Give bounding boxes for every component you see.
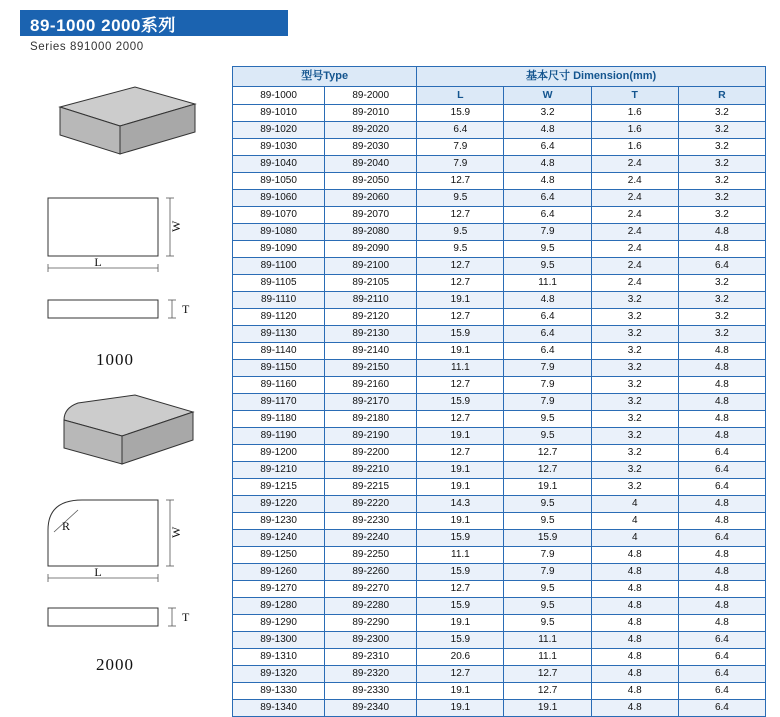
cell-r: 4.8 [678, 496, 765, 513]
figure-caption-1000: 1000 [96, 350, 134, 369]
cell-w: 4.8 [504, 173, 591, 190]
table-row [233, 292, 766, 309]
label-w-bottom: W [169, 526, 183, 538]
label-w-top: W [169, 220, 183, 232]
cell-type-1000: 89-1340 [233, 700, 325, 717]
table-row [233, 173, 766, 190]
cell-type-1000: 89-1220 [233, 496, 325, 513]
cell-type-1000: 89-1190 [233, 428, 325, 445]
table-row [233, 326, 766, 343]
header-col-r: R [678, 87, 765, 105]
cell-r: 6.4 [678, 445, 765, 462]
cell-t: 4.8 [591, 547, 678, 564]
cell-t: 4.8 [591, 632, 678, 649]
cell-type-2000: 89-2250 [325, 547, 417, 564]
cell-r: 3.2 [678, 292, 765, 309]
figure-2000-plan-view [20, 492, 220, 592]
table-row [233, 190, 766, 207]
cell-l: 19.1 [417, 428, 504, 445]
cell-type-2000: 89-2290 [325, 615, 417, 632]
cell-w: 19.1 [504, 479, 591, 496]
cell-r: 6.4 [678, 530, 765, 547]
cell-w: 7.9 [504, 360, 591, 377]
cell-w: 9.5 [504, 513, 591, 530]
cell-w: 12.7 [504, 445, 591, 462]
cell-r: 6.4 [678, 479, 765, 496]
cell-type-1000: 89-1290 [233, 615, 325, 632]
cell-l: 9.5 [417, 224, 504, 241]
cell-w: 6.4 [504, 326, 591, 343]
spec-table-head [233, 67, 766, 105]
cell-l: 12.7 [417, 207, 504, 224]
cell-type-2000: 89-2010 [325, 105, 417, 122]
cell-l: 19.1 [417, 700, 504, 717]
cell-w: 6.4 [504, 190, 591, 207]
cell-type-1000: 89-1080 [233, 224, 325, 241]
table-row [233, 156, 766, 173]
header-row-first-models [233, 87, 766, 105]
table-row [233, 462, 766, 479]
figure-1000-side-view [20, 284, 220, 339]
cell-t: 4.8 [591, 598, 678, 615]
cell-w: 4.8 [504, 156, 591, 173]
cell-type-1000: 89-1060 [233, 190, 325, 207]
cell-t: 4.8 [591, 581, 678, 598]
cell-l: 19.1 [417, 615, 504, 632]
cell-l: 15.9 [417, 632, 504, 649]
cell-w: 9.5 [504, 241, 591, 258]
cell-w: 12.7 [504, 462, 591, 479]
label-t-top: T [182, 302, 190, 316]
cell-w: 6.4 [504, 139, 591, 156]
table-row [233, 683, 766, 700]
page-subtitle: Series 891000 2000 [30, 41, 144, 53]
cell-type-1000: 89-1010 [233, 105, 325, 122]
table-row [233, 530, 766, 547]
cell-w: 6.4 [504, 309, 591, 326]
cell-r: 4.8 [678, 428, 765, 445]
spec-table-wrapper [232, 66, 766, 717]
cell-l: 12.7 [417, 377, 504, 394]
figure-1000-plan-view [20, 190, 220, 280]
cell-t: 2.4 [591, 207, 678, 224]
cell-type-2000: 89-2020 [325, 122, 417, 139]
cell-w: 12.7 [504, 666, 591, 683]
cell-type-1000: 89-1150 [233, 360, 325, 377]
cell-w: 9.5 [504, 615, 591, 632]
cell-t: 4 [591, 513, 678, 530]
table-row [233, 615, 766, 632]
table-row [233, 564, 766, 581]
cell-type-1000: 89-1070 [233, 207, 325, 224]
cell-type-1000: 89-1330 [233, 683, 325, 700]
table-row [233, 275, 766, 292]
cell-l: 12.7 [417, 666, 504, 683]
figure-caption-2000: 2000 [96, 655, 134, 674]
cell-type-2000: 89-2330 [325, 683, 417, 700]
cell-r: 4.8 [678, 241, 765, 258]
cell-type-2000: 89-2260 [325, 564, 417, 581]
cell-r: 6.4 [678, 632, 765, 649]
cell-type-2000: 89-2300 [325, 632, 417, 649]
cell-r: 3.2 [678, 190, 765, 207]
cell-type-2000: 89-2215 [325, 479, 417, 496]
cell-type-2000: 89-2270 [325, 581, 417, 598]
cell-r: 3.2 [678, 309, 765, 326]
cell-l: 14.3 [417, 496, 504, 513]
cell-type-1000: 89-1200 [233, 445, 325, 462]
cell-l: 7.9 [417, 139, 504, 156]
cell-l: 15.9 [417, 326, 504, 343]
cell-type-1000: 89-1140 [233, 343, 325, 360]
header-row-groups [233, 67, 766, 87]
cell-type-2000: 89-2240 [325, 530, 417, 547]
cell-type-1000: 89-1180 [233, 411, 325, 428]
cell-l: 15.9 [417, 598, 504, 615]
cell-t: 4 [591, 530, 678, 547]
cell-type-1000: 89-1105 [233, 275, 325, 292]
cell-type-1000: 89-1120 [233, 309, 325, 326]
cell-t: 4.8 [591, 615, 678, 632]
cell-l: 20.6 [417, 649, 504, 666]
table-row [233, 377, 766, 394]
cell-type-1000: 89-1170 [233, 394, 325, 411]
label-r-bottom: R [62, 519, 71, 533]
cell-type-1000: 89-1030 [233, 139, 325, 156]
cell-w: 3.2 [504, 105, 591, 122]
cell-r: 4.8 [678, 343, 765, 360]
cell-type-2000: 89-2320 [325, 666, 417, 683]
cell-type-1000: 89-1210 [233, 462, 325, 479]
cell-type-2000: 89-2170 [325, 394, 417, 411]
cell-type-2000: 89-2120 [325, 309, 417, 326]
cell-r: 6.4 [678, 683, 765, 700]
cell-type-1000: 89-1280 [233, 598, 325, 615]
cell-type-2000: 89-2130 [325, 326, 417, 343]
label-l-bottom: L [94, 565, 102, 579]
cell-type-1000: 89-1130 [233, 326, 325, 343]
cell-t: 1.6 [591, 139, 678, 156]
cell-l: 9.5 [417, 190, 504, 207]
table-row [233, 649, 766, 666]
cell-w: 11.1 [504, 632, 591, 649]
cell-t: 2.4 [591, 173, 678, 190]
header-type-group: 型号Type [233, 67, 417, 87]
figure-2000-side-view [20, 592, 220, 647]
cell-type-1000: 89-1250 [233, 547, 325, 564]
cell-t: 4.8 [591, 649, 678, 666]
cell-r: 3.2 [678, 105, 765, 122]
cell-type-2000: 89-2340 [325, 700, 417, 717]
cell-t: 3.2 [591, 326, 678, 343]
cell-r: 3.2 [678, 207, 765, 224]
cell-t: 2.4 [591, 190, 678, 207]
table-row [233, 513, 766, 530]
table-row [233, 343, 766, 360]
figure-1000-isometric [30, 82, 210, 172]
cell-type-1000: 89-1090 [233, 241, 325, 258]
table-row [233, 241, 766, 258]
cell-l: 19.1 [417, 683, 504, 700]
cell-w: 9.5 [504, 598, 591, 615]
cell-r: 4.8 [678, 564, 765, 581]
cell-r: 6.4 [678, 700, 765, 717]
cell-w: 11.1 [504, 275, 591, 292]
table-row [233, 581, 766, 598]
table-row [233, 666, 766, 683]
cell-type-1000: 89-1110 [233, 292, 325, 309]
model-2000-base: 89-2000 [325, 87, 417, 105]
cell-t: 3.2 [591, 479, 678, 496]
table-row [233, 309, 766, 326]
cell-w: 4.8 [504, 122, 591, 139]
cell-t: 2.4 [591, 258, 678, 275]
cell-type-1000: 89-1270 [233, 581, 325, 598]
table-row [233, 479, 766, 496]
cell-l: 19.1 [417, 513, 504, 530]
cell-w: 4.8 [504, 292, 591, 309]
cell-type-2000: 89-2110 [325, 292, 417, 309]
cell-w: 7.9 [504, 547, 591, 564]
cell-l: 15.9 [417, 530, 504, 547]
table-row [233, 394, 766, 411]
cell-l: 7.9 [417, 156, 504, 173]
cell-type-2000: 89-2150 [325, 360, 417, 377]
cell-r: 4.8 [678, 581, 765, 598]
cell-w: 9.5 [504, 411, 591, 428]
cell-r: 3.2 [678, 139, 765, 156]
cell-type-1000: 89-1215 [233, 479, 325, 496]
cell-r: 4.8 [678, 360, 765, 377]
cell-t: 3.2 [591, 411, 678, 428]
header-col-l: L [417, 87, 504, 105]
cell-type-2000: 89-2230 [325, 513, 417, 530]
table-row [233, 207, 766, 224]
table-row [233, 700, 766, 717]
cell-l: 19.1 [417, 343, 504, 360]
cell-type-2000: 89-2070 [325, 207, 417, 224]
cell-w: 12.7 [504, 683, 591, 700]
page-header-bar [20, 10, 288, 36]
cell-w: 6.4 [504, 207, 591, 224]
table-row [233, 139, 766, 156]
cell-l: 19.1 [417, 479, 504, 496]
cell-w: 9.5 [504, 496, 591, 513]
figure-2000-isometric [30, 392, 210, 487]
cell-w: 9.5 [504, 428, 591, 445]
cell-r: 4.8 [678, 547, 765, 564]
table-row [233, 224, 766, 241]
cell-r: 3.2 [678, 122, 765, 139]
table-row [233, 445, 766, 462]
cell-l: 19.1 [417, 292, 504, 309]
cell-l: 12.7 [417, 411, 504, 428]
cell-r: 4.8 [678, 615, 765, 632]
cell-w: 7.9 [504, 377, 591, 394]
cell-r: 6.4 [678, 649, 765, 666]
cell-type-1000: 89-1320 [233, 666, 325, 683]
cell-type-2000: 89-2050 [325, 173, 417, 190]
cell-l: 15.9 [417, 394, 504, 411]
cell-type-1000: 89-1040 [233, 156, 325, 173]
header-dimension-group: 基本尺寸 Dimension(mm) [417, 67, 766, 87]
cell-l: 12.7 [417, 581, 504, 598]
cell-type-1000: 89-1100 [233, 258, 325, 275]
table-row [233, 496, 766, 513]
cell-type-1000: 89-1160 [233, 377, 325, 394]
cell-l: 12.7 [417, 275, 504, 292]
cell-l: 12.7 [417, 445, 504, 462]
cell-t: 1.6 [591, 122, 678, 139]
cell-type-1000: 89-1260 [233, 564, 325, 581]
cell-t: 2.4 [591, 224, 678, 241]
cell-type-2000: 89-2180 [325, 411, 417, 428]
cell-type-2000: 89-2030 [325, 139, 417, 156]
cell-r: 4.8 [678, 377, 765, 394]
cell-r: 6.4 [678, 462, 765, 479]
table-row [233, 258, 766, 275]
cell-w: 11.1 [504, 649, 591, 666]
cell-t: 4.8 [591, 666, 678, 683]
cell-r: 3.2 [678, 173, 765, 190]
cell-type-2000: 89-2060 [325, 190, 417, 207]
cell-t: 4.8 [591, 683, 678, 700]
cell-l: 12.7 [417, 173, 504, 190]
cell-t: 3.2 [591, 394, 678, 411]
cell-type-2000: 89-2310 [325, 649, 417, 666]
cell-t: 2.4 [591, 156, 678, 173]
cell-t: 3.2 [591, 428, 678, 445]
cell-t: 4 [591, 496, 678, 513]
cell-l: 11.1 [417, 360, 504, 377]
cell-t: 4.8 [591, 564, 678, 581]
cell-type-2000: 89-2105 [325, 275, 417, 292]
cell-type-2000: 89-2040 [325, 156, 417, 173]
cell-type-2000: 89-2220 [325, 496, 417, 513]
cell-type-1000: 89-1310 [233, 649, 325, 666]
table-row [233, 122, 766, 139]
cell-t: 2.4 [591, 241, 678, 258]
cell-r: 4.8 [678, 513, 765, 530]
cell-t: 2.4 [591, 275, 678, 292]
cell-w: 9.5 [504, 581, 591, 598]
header-col-w: W [504, 87, 591, 105]
cell-t: 3.2 [591, 309, 678, 326]
table-row [233, 360, 766, 377]
model-1000-base: 89-1000 [233, 87, 325, 105]
cell-t: 3.2 [591, 360, 678, 377]
page-title: 89-1000 2000系列 [30, 15, 176, 35]
cell-r: 4.8 [678, 224, 765, 241]
table-row [233, 598, 766, 615]
cell-w: 9.5 [504, 258, 591, 275]
cell-type-2000: 89-2080 [325, 224, 417, 241]
cell-t: 4.8 [591, 700, 678, 717]
cell-type-2000: 89-2280 [325, 598, 417, 615]
cell-type-2000: 89-2190 [325, 428, 417, 445]
cell-r: 4.8 [678, 411, 765, 428]
cell-t: 3.2 [591, 462, 678, 479]
cell-t: 1.6 [591, 105, 678, 122]
cell-type-2000: 89-2140 [325, 343, 417, 360]
cell-r: 4.8 [678, 598, 765, 615]
table-row [233, 428, 766, 445]
cell-l: 12.7 [417, 258, 504, 275]
cell-w: 7.9 [504, 564, 591, 581]
spec-table-body [233, 105, 766, 717]
cell-w: 6.4 [504, 343, 591, 360]
cell-t: 3.2 [591, 292, 678, 309]
cell-l: 15.9 [417, 564, 504, 581]
cell-l: 15.9 [417, 105, 504, 122]
cell-type-1000: 89-1020 [233, 122, 325, 139]
cell-r: 6.4 [678, 666, 765, 683]
cell-r: 3.2 [678, 326, 765, 343]
table-row [233, 105, 766, 122]
label-t-bottom: T [182, 610, 190, 624]
table-row [233, 547, 766, 564]
cell-type-2000: 89-2160 [325, 377, 417, 394]
spec-table [232, 66, 766, 717]
figure-column [0, 62, 230, 692]
cell-t: 3.2 [591, 343, 678, 360]
cell-r: 3.2 [678, 156, 765, 173]
cell-w: 7.9 [504, 224, 591, 241]
cell-w: 7.9 [504, 394, 591, 411]
cell-l: 19.1 [417, 462, 504, 479]
cell-type-2000: 89-2210 [325, 462, 417, 479]
cell-type-1000: 89-1300 [233, 632, 325, 649]
cell-w: 15.9 [504, 530, 591, 547]
header-col-t: T [591, 87, 678, 105]
cell-w: 19.1 [504, 700, 591, 717]
cell-l: 9.5 [417, 241, 504, 258]
cell-r: 3.2 [678, 275, 765, 292]
cell-type-1000: 89-1230 [233, 513, 325, 530]
cell-t: 3.2 [591, 377, 678, 394]
cell-l: 11.1 [417, 547, 504, 564]
label-l-top: L [94, 255, 102, 269]
cell-r: 6.4 [678, 258, 765, 275]
table-row [233, 411, 766, 428]
cell-l: 12.7 [417, 309, 504, 326]
cell-r: 4.8 [678, 394, 765, 411]
cell-type-2000: 89-2100 [325, 258, 417, 275]
cell-type-2000: 89-2090 [325, 241, 417, 258]
cell-type-1000: 89-1240 [233, 530, 325, 547]
cell-type-1000: 89-1050 [233, 173, 325, 190]
cell-l: 6.4 [417, 122, 504, 139]
table-row [233, 632, 766, 649]
cell-t: 3.2 [591, 445, 678, 462]
cell-type-2000: 89-2200 [325, 445, 417, 462]
